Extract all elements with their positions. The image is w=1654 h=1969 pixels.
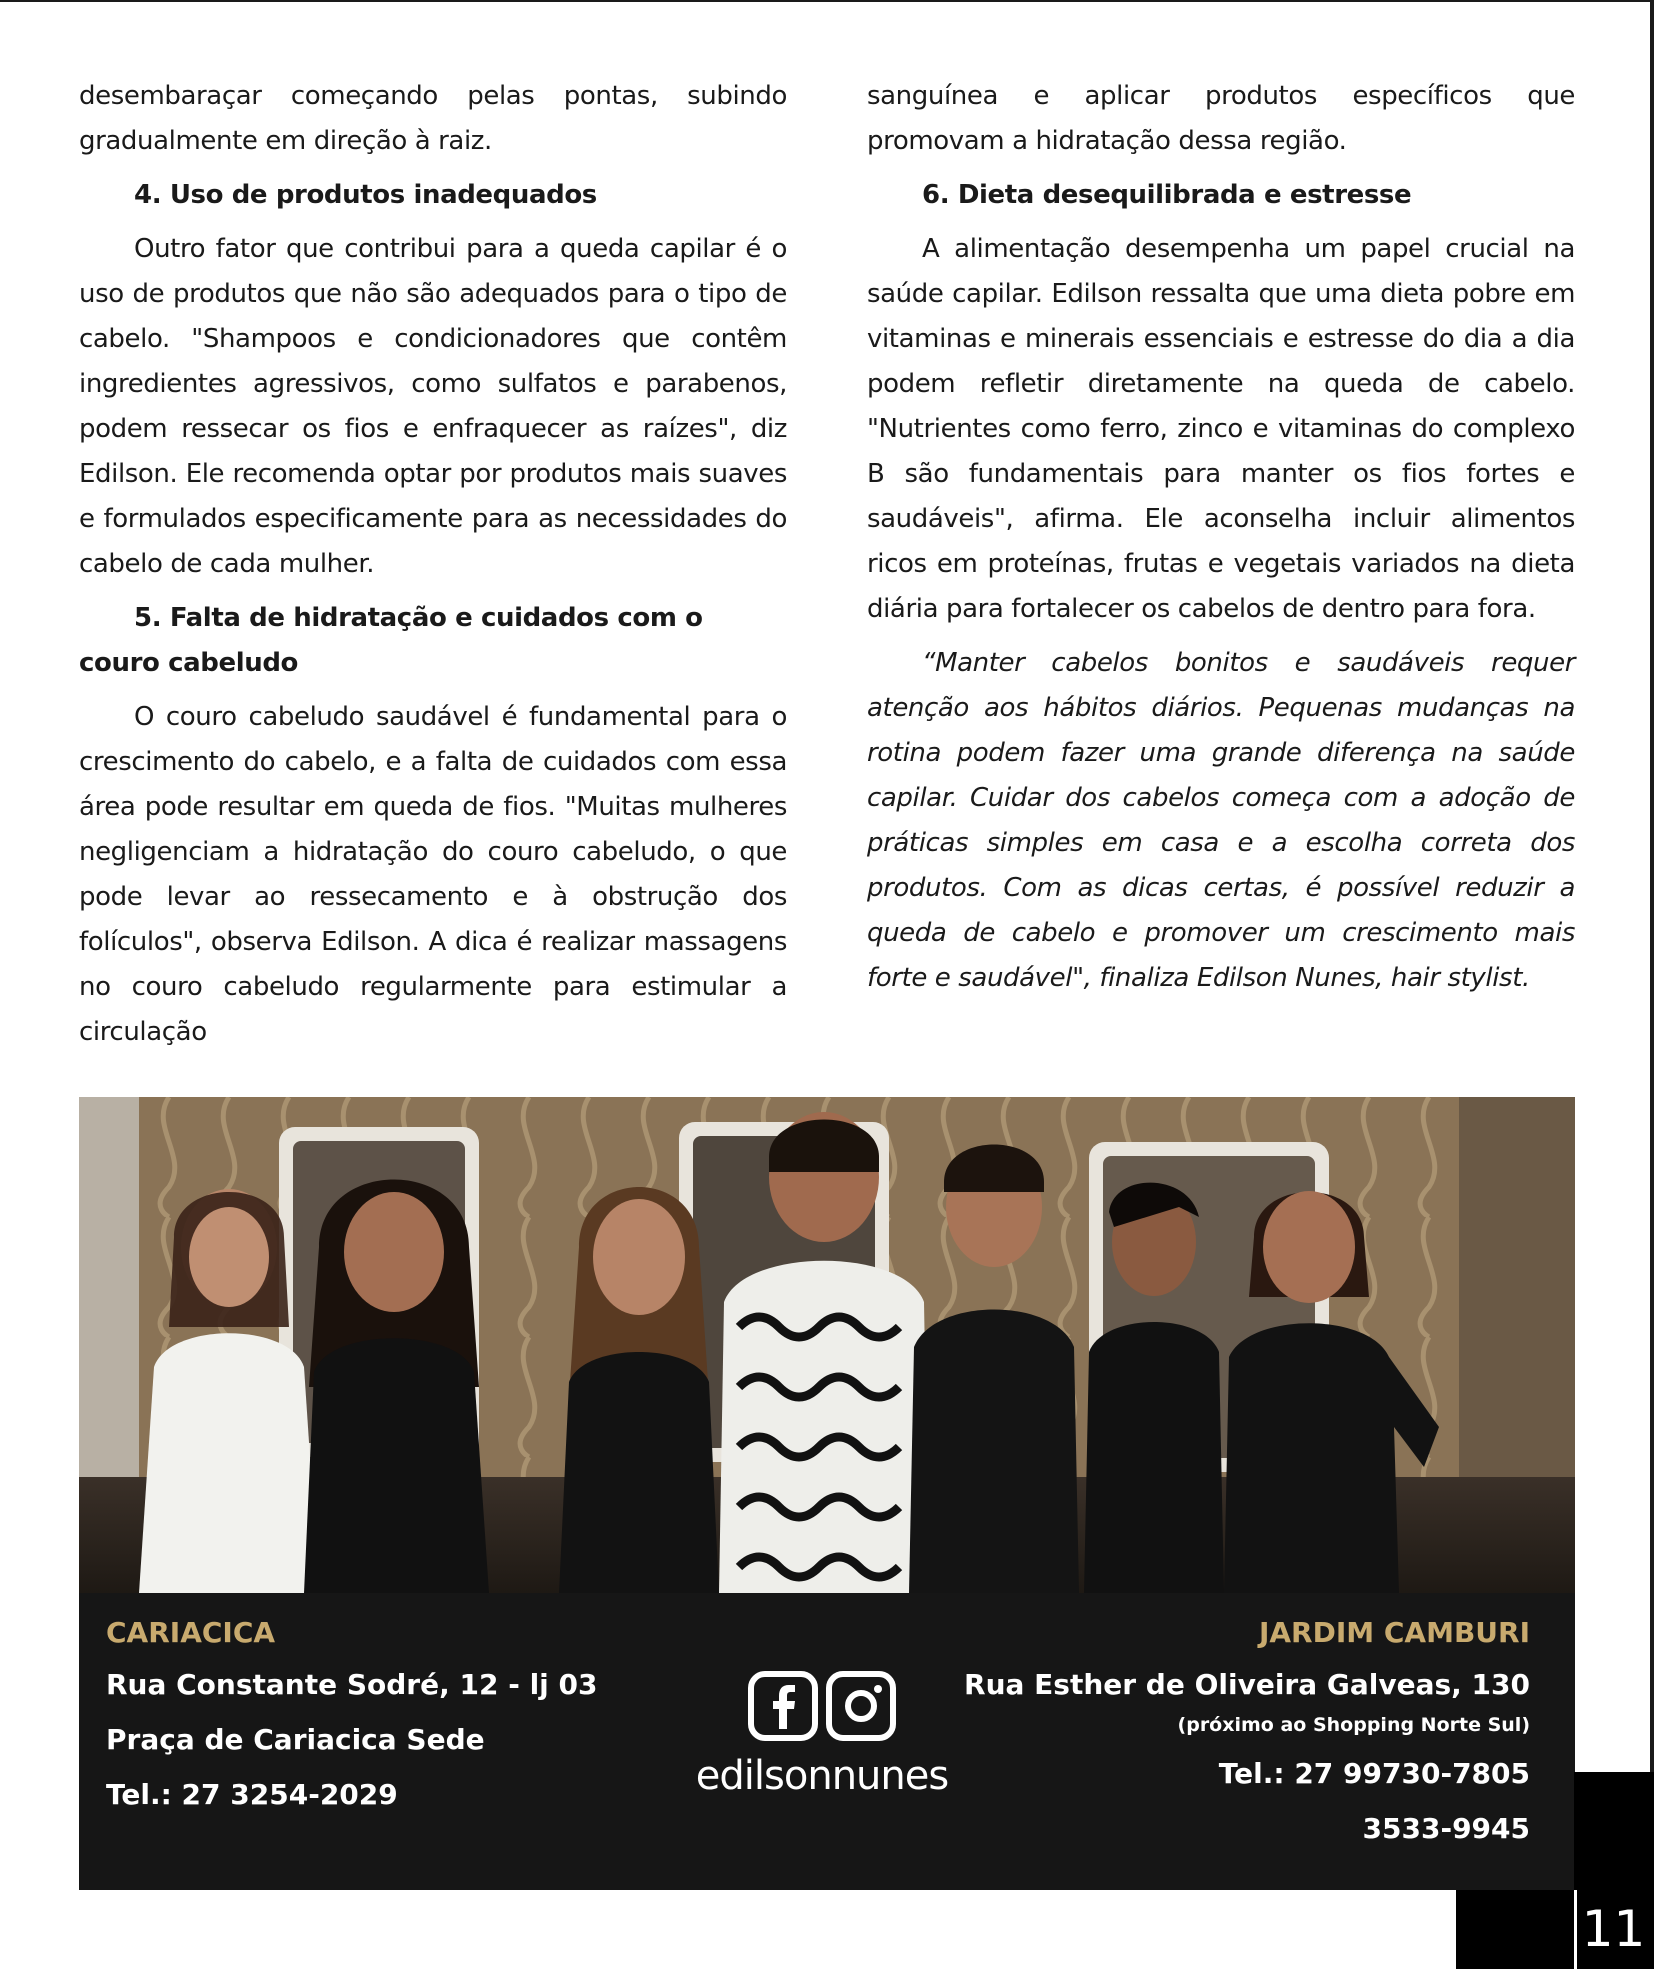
social-icons bbox=[692, 1671, 952, 1741]
location-cariacica bbox=[106, 1615, 597, 1832]
team-photo bbox=[79, 1097, 1575, 1593]
brand-block bbox=[692, 1671, 952, 1799]
team-photo-illustration bbox=[79, 1097, 1575, 1593]
heading-4: 4. Uso de produtos inadequados bbox=[134, 180, 597, 210]
address-note: (próximo ao Shopping Norte Sul) bbox=[1177, 1714, 1530, 1736]
address-line-right: Rua Esther de Oliveira Galveas, 130 bbox=[964, 1668, 1530, 1701]
instagram-icon[interactable] bbox=[826, 1671, 896, 1741]
heading-6: 6. Dieta desequilibrada e estresse bbox=[922, 180, 1412, 210]
page-border-right bbox=[1650, 0, 1654, 1969]
facebook-icon[interactable] bbox=[748, 1671, 818, 1741]
location-jardim-camburi bbox=[964, 1615, 1530, 1866]
address-line-1: Rua Constante Sodré, 12 - lj 03 bbox=[106, 1668, 598, 1701]
person-3 bbox=[559, 1187, 719, 1593]
left-column bbox=[79, 74, 787, 1064]
person-2 bbox=[304, 1180, 489, 1594]
paragraph-6: A alimentação desempenha um papel crucial na saúde capilar. Edilson ressalta que uma dieta pobre em vitaminas e minerais essenciais e estresse do dia a dia podem refletir diretamente na queda de cabelo. "Nutrientes como ferro, zinco e vitaminas do complexo B são fundamentais para manter os fios fortes e saudáveis", afirma. Ele aconselha incluir alimentos ricos em proteínas, frutas e vegetais variados na dieta diária para fortalecer os cabelos de dentro para fora. bbox=[867, 234, 1575, 624]
closing-quote: “Manter cabelos bonitos e saudáveis requer atenção aos hábitos diários. Pequenas mudanças na rotina podem fazer uma grande diferença na saúde capilar. Cuidar dos cabelos começa com a adoção de práticas simples em casa e a escolha correta dos produtos. Com as dicas certas, é possível reduzir a queda de cabelo e promover um crescimento mais forte e saudável", finaliza Edilson Nunes, hair stylist. bbox=[867, 648, 1575, 993]
phone-right: Tel.: 27 99730-7805 bbox=[1218, 1757, 1530, 1790]
city-name: CARIACICA bbox=[106, 1616, 276, 1649]
heading-5: 5. Falta de hidratação e cuidados com o couro cabeludo bbox=[79, 603, 703, 678]
phone: Tel.: 27 3254-2029 bbox=[106, 1778, 398, 1811]
address-line-2: Praça de Cariacica Sede bbox=[106, 1723, 485, 1756]
page-number: 11 bbox=[1574, 1890, 1650, 1969]
paragraph-4: Outro fator que contribui para a queda capilar é o uso de produtos que não são adequados para o tipo de cabelo. "Shampoos e condicionadores que contêm ingredientes agressivos, como sulfatos e parabenos, podem ressecar os fios e enfraquecer as raízes", diz Edilson. Ele recomenda optar por produtos mais suaves e formulados especificamente para as necessidades do cabelo de cada mulher. bbox=[79, 234, 787, 579]
right-column bbox=[867, 74, 1575, 1010]
footer-contact bbox=[79, 1593, 1575, 1890]
paragraph-5: O couro cabeludo saudável é fundamental para o crescimento do cabelo, e a falta de cuidados com essa área pode resultar em queda de fios. "Muitas mulheres negligenciam a hidratação do couro cabeludo, o que pode levar ao ressecamento e à obstrução dos folículos", observa Edilson. A dica é realizar massagens no couro cabeludo regularmente para estimular a circulação bbox=[79, 702, 787, 1047]
paragraph-continuation-right: sanguínea e aplicar produtos específicos que promovam a hidratação dessa região. bbox=[867, 81, 1575, 156]
brand-name: edilsonnunes bbox=[695, 1753, 949, 1799]
phone-right-2: 3533-9945 bbox=[1362, 1812, 1530, 1845]
paragraph-continuation: desembaraçar começando pelas pontas, subindo gradualmente em direção à raiz. bbox=[79, 81, 787, 156]
city-name-right: JARDIM CAMBURI bbox=[1258, 1616, 1530, 1649]
page-border-top bbox=[0, 0, 1654, 2]
